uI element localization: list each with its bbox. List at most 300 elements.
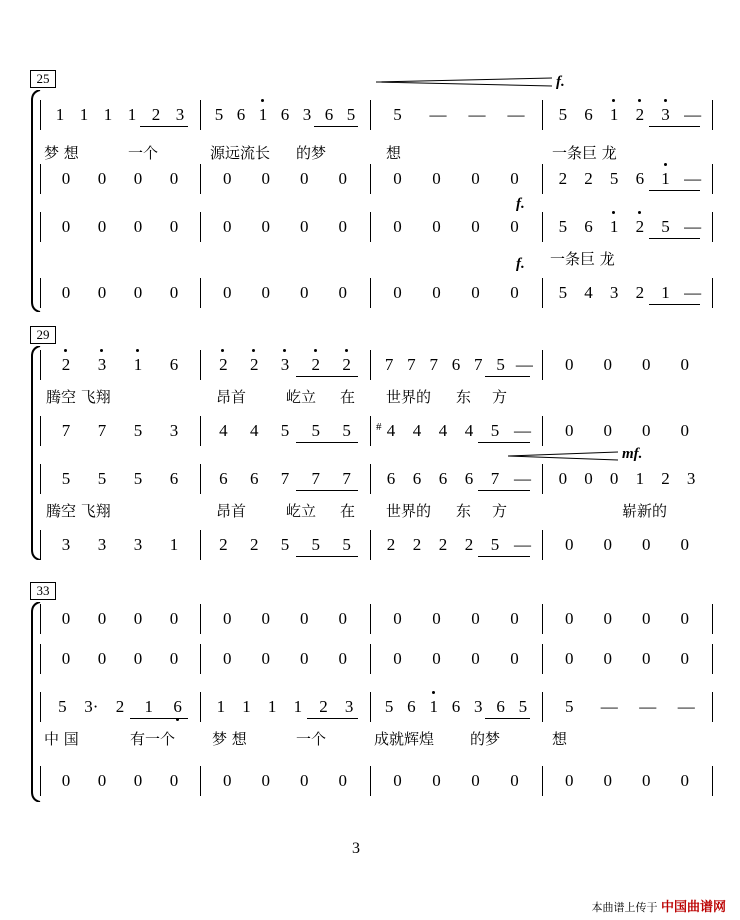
note-digit: 7 [61,421,71,440]
note-digit: 0 [584,469,593,488]
note [462,532,476,558]
note [297,166,311,192]
note [259,166,273,192]
note [336,214,350,240]
note-digit: 5 [384,697,394,716]
note [259,214,273,240]
note-digit: 5 [490,535,500,554]
note-digit: 5 [490,421,500,440]
note-digit: 2 [61,355,71,374]
dynamic-marking: f. [516,196,525,212]
high-octave-dot [664,163,667,166]
note [340,466,354,492]
note [488,532,502,558]
note-digit: 0 [510,649,519,668]
note [684,280,702,306]
note-digit: 0 [261,169,270,188]
beam-underline [478,556,530,557]
note-digit: 0 [432,771,441,790]
note-digit: 1 [169,535,179,554]
note [131,532,145,558]
note-digit: 0 [603,421,612,440]
lyric-text: 屹立 [286,388,317,406]
note [639,532,653,558]
high-octave-dot [283,349,286,352]
note-digit: 2 [115,697,125,716]
note [430,280,444,306]
lyric-text: 腾空 飞翔 [46,388,111,406]
note-digit: 0 [61,771,71,790]
note [607,166,621,192]
note [556,214,570,240]
note [278,352,292,378]
note [410,532,424,558]
note-digit: 5 [393,105,402,124]
beam-underline [130,718,188,719]
note [659,280,673,306]
note [101,102,115,128]
note-digit: 0 [97,283,107,302]
lyric-text: 想 [552,730,568,748]
footer [591,896,726,915]
dynamic-marking: mf. [622,446,643,462]
note [278,466,292,492]
note-digit: 0 [471,609,480,628]
footer-brand: 中国曲谱网 [660,900,726,915]
note [265,694,279,720]
note [220,214,234,240]
note-digit: 3 [169,421,179,440]
note-digit: 5 [558,217,568,236]
lyric-text: 一个 [296,730,327,748]
note-digit: 5 [558,105,568,124]
note-digit: 0 [261,649,270,668]
note [131,466,145,492]
note-digit: 2 [311,355,321,374]
footer-prefix: 本曲谱上传于 [591,901,658,914]
beam-underline [649,238,700,239]
note-digit: 0 [300,649,309,668]
note-digit: 2 [558,169,568,188]
note-digit: 0 [642,649,651,668]
system-brace [28,346,44,560]
note [601,768,615,794]
note [514,466,531,492]
note [220,768,234,794]
high-octave-dot [432,691,435,694]
note-digit: 0 [338,649,347,668]
note-digit: 6 [236,105,246,124]
note-digit: 0 [565,535,574,554]
note [95,768,109,794]
note [317,694,331,720]
note [336,768,350,794]
note [297,646,311,672]
note-digit: 6 [386,469,396,488]
note [247,532,261,558]
beam-underline [307,718,358,719]
note-digit: 0 [565,649,574,668]
lyric-text: 世界的 [386,388,432,406]
beam-underline [296,442,358,443]
note-digit: 6 [219,469,228,488]
note-digit: 2 [342,355,351,374]
note-digit: 6 [451,355,461,374]
note-digit: 4 [219,421,228,440]
note [247,466,261,492]
note-digit: 0 [471,649,480,668]
note-digit: 3 [280,355,290,374]
note [297,606,311,632]
note-digit: 0 [510,217,519,236]
note [449,352,463,378]
note-digit: 1 [133,355,143,374]
note [684,466,698,492]
lyric-text: 昂首 [216,502,247,520]
note [240,694,254,720]
note-digit: 0 [261,217,270,236]
note [427,694,441,720]
note [59,418,73,444]
note-digit: 0 [603,535,612,554]
note [167,606,181,632]
note-digit: 0 [338,283,347,302]
note [601,532,615,558]
note [469,606,483,632]
note [562,768,576,794]
note-digit: 0 [510,283,519,302]
note-digit: 3 [686,469,696,488]
note-digit: 0 [133,283,143,302]
note [659,466,673,492]
note-digit: 1 [216,697,226,716]
note-digit: 5 [558,283,568,302]
note [309,352,323,378]
note-digit: 0 [338,771,347,790]
note [167,352,181,378]
note [678,418,692,444]
note [59,532,73,558]
note-digit: 3 [474,697,483,716]
note [639,646,653,672]
note-digit: 3 [97,355,107,374]
note [391,646,405,672]
note-row [0,768,740,794]
note-digit: 5 [518,697,528,716]
note [410,418,424,444]
beam-underline [649,126,700,127]
note-digit: 0 [393,609,402,628]
high-octave-dot [221,349,224,352]
lyric-text: 东 [456,388,472,406]
note-digit: 7 [490,469,500,488]
note-digit: 2 [151,105,161,124]
note [342,694,356,720]
note-digit: 0 [261,609,270,628]
note [556,280,570,306]
note [131,352,145,378]
high-octave-dot [638,211,641,214]
note [508,606,522,632]
note-digit: 2 [386,535,396,554]
note [469,166,483,192]
note-digit: — [639,697,657,716]
note-digit: 1 [267,697,277,716]
high-octave-dot [100,349,103,352]
note-digit: 3 [133,535,143,554]
note-digit: 0 [432,217,441,236]
note [677,694,695,720]
note-digit: 0 [642,421,651,440]
note [607,280,621,306]
note [131,418,145,444]
beam-underline [649,190,700,191]
note-digit: 7 [429,355,438,374]
note-digit: 0 [133,217,143,236]
note-digit: 0 [300,169,309,188]
note-digit: 0 [432,283,441,302]
note-digit: 2 [249,535,259,554]
note-digit: 0 [61,283,71,302]
note-digit: 5 [342,421,351,440]
note-digit: 5 [133,421,143,440]
note [95,166,109,192]
note-digit: 3 [661,105,670,124]
note [430,214,444,240]
high-octave-dot [314,349,317,352]
note-row [0,606,740,632]
note-digit: 0 [97,609,107,628]
note [131,166,145,192]
note [430,166,444,192]
note-digit: 0 [642,535,651,554]
note [384,466,398,492]
note-digit: 0 [223,217,232,236]
note-digit: 0 [603,609,612,628]
note-row [0,280,740,306]
note-digit: 0 [642,609,651,628]
note-digit: 7 [280,469,290,488]
note [556,166,570,192]
note-digit: 0 [97,217,107,236]
beam-underline [478,442,530,443]
note [142,694,156,720]
note [430,768,444,794]
note [469,280,483,306]
note-digit: — [684,217,702,236]
note [488,466,502,492]
note-digit: 0 [223,609,232,628]
note-digit: 0 [565,609,574,628]
note-digit: — [684,283,702,302]
note [607,466,621,492]
lyric-text: 屹立 [286,502,317,520]
note-digit: 0 [393,771,402,790]
note-digit: 6 [584,105,593,124]
note-digit: 6 [464,469,474,488]
note-digit: 7 [311,469,321,488]
note [391,768,405,794]
note [247,418,261,444]
lyric-text: 一条巨 龙 [552,144,617,162]
measure-number: 33 [30,582,56,600]
note-digit: 1 [293,697,303,716]
note-digit: 0 [169,609,179,628]
lyric-text: 的梦 [470,730,501,748]
note-digit: 0 [471,217,480,236]
note [410,466,424,492]
note-digit: — [600,697,618,716]
note-digit: 3 [175,105,185,124]
note [468,102,486,128]
note [278,102,292,128]
note-digit: 0 [565,771,574,790]
note [639,694,657,720]
note-digit: 3 [61,535,71,554]
note [639,352,653,378]
note-digit: 0 [97,771,107,790]
note-digit: 0 [261,283,270,302]
note-digit: 0 [338,169,347,188]
high-octave-dot [612,211,615,214]
note-digit: 7 [97,421,107,440]
note [167,418,181,444]
note-digit: 0 [393,217,402,236]
note-digit: 1 [429,697,438,716]
note [429,102,447,128]
note [278,418,292,444]
note [684,166,702,192]
note [469,768,483,794]
note-digit: 0 [510,169,519,188]
note [95,646,109,672]
note-digit: 4 [249,421,259,440]
note-digit: 6 [249,469,259,488]
note-digit: 6 [438,469,448,488]
note [601,646,615,672]
note-digit: 2 [219,535,228,554]
high-octave-dot [612,99,615,102]
note-digit: 5 [311,535,321,554]
note [427,352,441,378]
note [376,418,398,444]
note [382,694,396,720]
note [633,102,647,128]
note-row [0,646,740,672]
lyric-text: 的梦 [296,144,327,162]
note-digit: — [468,105,486,124]
note [582,214,596,240]
note [507,102,525,128]
note-digit: 0 [97,649,107,668]
note [678,768,692,794]
note [633,280,647,306]
note-digit: 0 [393,649,402,668]
beam-underline [478,490,530,491]
note-digit: 1 [103,105,113,124]
note-digit: 4 [386,421,396,440]
note [131,768,145,794]
note [582,466,596,492]
note-digit: 0 [680,535,689,554]
note-digit: 0 [223,283,232,302]
note [340,532,354,558]
note-digit: 6 [451,697,461,716]
note [259,768,273,794]
note [684,102,702,128]
note [601,418,615,444]
note-digit: 5 [97,469,107,488]
note-digit: — [507,105,525,124]
note [167,768,181,794]
note-row [0,166,740,192]
note [259,646,273,672]
note [601,352,615,378]
note-digit: 0 [471,169,480,188]
beam-underline [296,556,358,557]
note-digit: 0 [338,217,347,236]
note-digit: 0 [169,649,179,668]
note-digit: 5 [565,697,574,716]
note [59,606,73,632]
note [436,532,450,558]
note-digit: 6 [324,105,334,124]
note [220,166,234,192]
note-digit: 0 [169,771,179,790]
note [462,466,476,492]
note-digit: 5 [342,535,351,554]
note [471,352,485,378]
note [216,532,230,558]
note-digit: 5 [661,217,670,236]
note [508,280,522,306]
note-digit: — [514,421,531,440]
note [494,352,508,378]
note-digit: 2 [249,355,259,374]
note [259,280,273,306]
high-octave-dot [664,99,667,102]
note-digit: 0 [680,355,689,374]
note-digit: 2 [219,355,228,374]
note [508,166,522,192]
note [167,166,181,192]
note [556,466,570,492]
note [214,694,228,720]
note [59,280,73,306]
note-digit: 0 [609,469,619,488]
note [84,694,98,720]
note-digit: 6 [584,217,593,236]
note [167,646,181,672]
note [678,606,692,632]
lyric-text: 梦 想 [44,144,79,162]
lyric-text: 有一个 [130,730,176,748]
high-octave-dot [261,99,264,102]
note [173,102,187,128]
lyric-text: 一个 [128,144,159,162]
note [259,606,273,632]
lyric-text: 源远流长 [210,144,271,162]
crescendo-hairpin [508,451,618,461]
note-digit: 0 [300,217,309,236]
note [234,102,248,128]
note [131,280,145,306]
note [297,280,311,306]
note [678,532,692,558]
note-digit: 0 [300,283,309,302]
note [633,166,647,192]
note-digit: 1 [127,105,137,124]
